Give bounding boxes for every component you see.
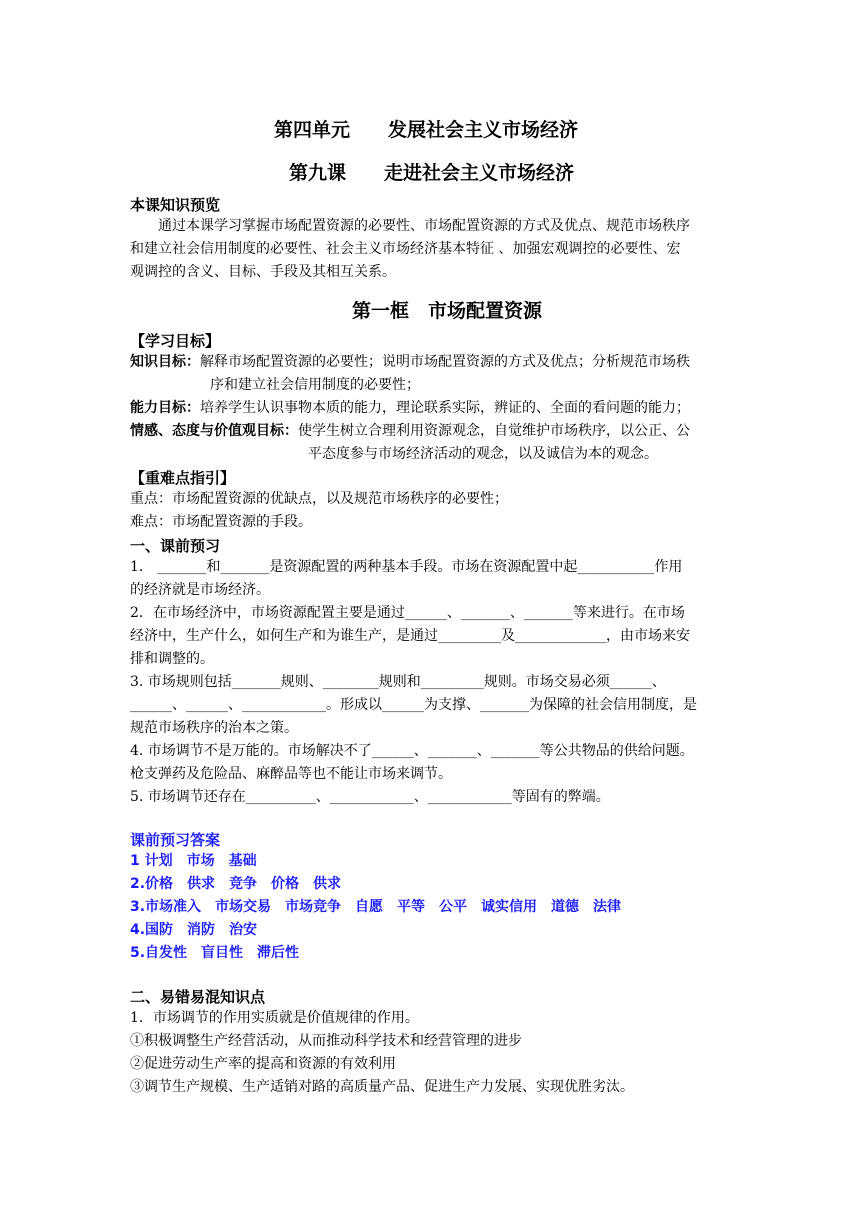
section1-line: 3. 市场规则包括_______规则、________规则和_________规则。市场交易必须______、 (130, 674, 666, 690)
section2-line: 1．市场调节的作用实质就是价值规律的作用。 (130, 1010, 419, 1026)
section1-line: 5. 市场调节还存在__________、____________、____________等固有的弊端。 (130, 789, 610, 805)
section1-line: 规范市场秩序的治本之策。 (130, 720, 298, 736)
answer-line: 1 计划 市场 基础 (130, 853, 257, 869)
section1-line: 4. 市场调节不是万能的。市场解决不了______、_______、_______等公共物品的供给问题。 (130, 743, 694, 759)
section1-line: 排和调整的。 (130, 651, 214, 667)
section1-line: 枪支弹药及危险品、麻醉品等也不能让市场来调节。 (130, 766, 452, 782)
emotion-goal-line-1 (130, 420, 690, 443)
ability-goal-label: 能力目标： (130, 400, 200, 416)
section1-line: 1． _______和_______是资源配置的两种基本手段。市场在资源配置中起___________作用 (130, 559, 683, 575)
emotion-goal-label: 情感、态度与价值观目标： (130, 423, 298, 439)
section1-heading: 一、课前预习 (130, 537, 221, 555)
section1-line: 经济中，生产什么，如何生产和为谁生产，是通过_________及_____________，由市场来安 (130, 628, 690, 644)
ability-goal-line (130, 397, 690, 420)
goals-heading: 【学习目标】 (130, 332, 221, 350)
preview-line-2: 和建立社会信用制度的必要性、社会主义市场经济基本特征 、加强宏观调控的必要性、宏 (130, 241, 681, 257)
knowledge-goal-label: 知识目标： (130, 354, 200, 370)
keypoint-difficult: 难点：市场配置资源的手段。 (130, 514, 312, 530)
frame-title: 第一框 市场配置资源 (352, 300, 543, 322)
keypoints-heading: 【重难点指引】 (130, 469, 236, 487)
section1-line: 的经济就是市场经济。 (130, 582, 270, 598)
emotion-goal-text-2: 平态度参与市场经济活动的观念，以及诚信为本的观念。 (308, 446, 658, 462)
answer-line: 5.自发性 盲目性 滞后性 (130, 945, 300, 961)
answers-heading: 课前预习答案 (130, 831, 221, 849)
section2-line: ③调节生产规模、生产适销对路的高质量产品、促进生产力发展、实现优胜劣汰。 (130, 1079, 634, 1095)
keypoint-key: 重点：市场配置资源的优缺点，以及规范市场秩序的必要性； (130, 491, 508, 507)
lesson-title: 第九课 走进社会主义市场经济 (289, 162, 575, 184)
preview-line-3: 观调控的含义、目标、手段及其相互关系。 (130, 264, 396, 280)
answer-line: 4.国防 消防 治安 (130, 922, 258, 938)
section2-line: ①积极调整生产经营活动，从而推动科学技术和经营管理的进步 (130, 1033, 522, 1049)
preview-line-1: 通过本课学习掌握市场配置资源的必要性、市场配置资源的方式及优点、规范市场秩序 (130, 218, 690, 234)
knowledge-goal-text-2: 序和建立社会信用制度的必要性； (210, 377, 420, 393)
section1-line: ______、______、____________。形成以______为支撑、_______为保障的社会信用制度，是 (130, 697, 697, 713)
section2-heading: 二、易错易混知识点 (130, 988, 266, 1006)
knowledge-goal-line-1 (130, 351, 690, 374)
ability-goal-text: 培养学生认识事物本质的能力，理论联系实际，辨证的、全面的看问题的能力； (200, 400, 690, 416)
knowledge-goal-text-1: 解释市场配置资源的必要性；说明市场配置资源的方式及优点；分析规范市场秩 (200, 354, 690, 370)
unit-title: 第四单元 发展社会主义市场经济 (274, 119, 579, 141)
answer-line: 3.市场准入 市场交易 市场竞争 自愿 平等 公平 诚实信用 道德 法律 (130, 899, 622, 915)
section2-line: ②促进劳动生产率的提高和资源的有效利用 (130, 1056, 396, 1072)
emotion-goal-text-1: 使学生树立合理利用资源观念，自觉维护市场秩序，以公正、公 (298, 423, 690, 439)
preview-heading: 本课知识预览 (130, 196, 221, 214)
answer-line: 2.价格 供求 竞争 价格 供求 (130, 876, 342, 892)
section1-line: 2．在市场经济中，市场资源配置主要是通过______、_______、_______等来进行。在市场 (130, 605, 685, 621)
